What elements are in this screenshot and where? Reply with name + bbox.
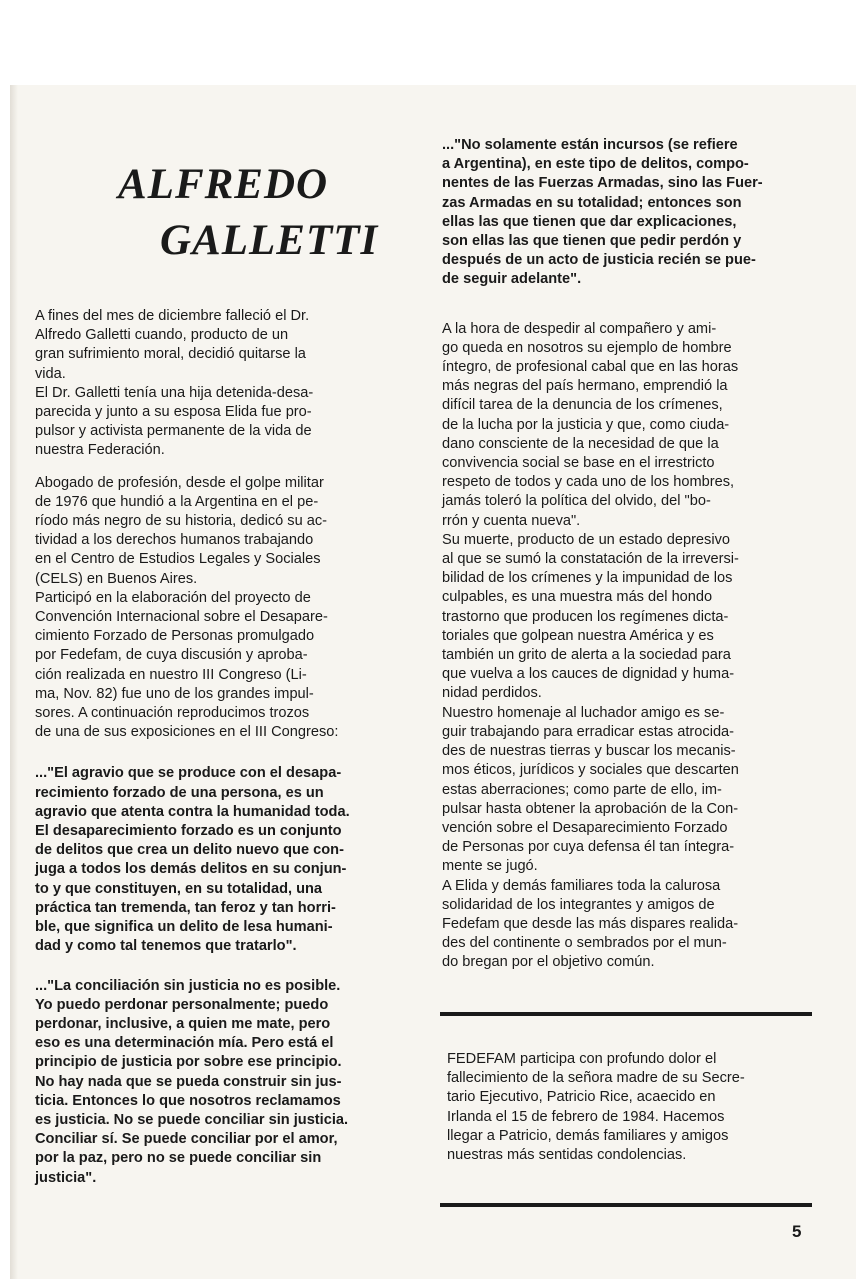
article-title-line-1: ALFREDO [118, 161, 329, 208]
condolence-text: FEDEFAM participa con profundo dolor el fallecimiento de la señora madre de su Secre- tario Ejecutivo, Patricio Rice, acaecido en Irlanda el 15 de febrero de 1984. Hacemos llegar a Patricio, demás familiares y amigos nuestras más sentidas condolencias. [447, 1051, 745, 1164]
article-title-line-2: GALLETTI [160, 217, 379, 264]
left-column [35, 307, 397, 1188]
page-edge [10, 85, 18, 1279]
convention-paragraph: Participó en la elaboración del proyecto de Convención Internacional sobre el Desapare- cimiento Forzado de Personas promulgado por Fedefam, de cuya discusión y aproba- ción realizada en nuestro III Congreso (Li- ma, Nov. 82) fue uno de los grandes impul- sores. A continuación reproducimos trozos de una de sus exposiciones en el III Congreso: [35, 589, 339, 741]
divider-rule-top [440, 1012, 812, 1016]
right-column [442, 136, 804, 973]
death-paragraph: Su muerte, producto de un estado depresivo al que se sumó la constatación de la irreversi- bilidad de los crímenes y la impunidad de los culpables, es una muestra más del hondo trastorno que producen los regímenes dicta- toriales que golpean nuestra América y es también un grito de alerta a la sociedad para que vuelva a los cauces de dignidad y huma- nidad perdidos. [442, 531, 739, 702]
homage-paragraph: Nuestro homenaje al luchador amigo es se- guir trabajando para erradicar estas atrocida- des de nuestras tierras y buscar los mecanis- mos éticos, jurídicos y sociales que descarten estas aberraciones; como parte de ello, im- pulsar hasta obtener la aprobación de la Con- vención sobre el Desaparecimiento Forzado de Personas por cuya defensa él tan íntegra- mente se jugó. [442, 704, 739, 875]
page-number: 5 [792, 1222, 802, 1241]
solidarity-paragraph: A Elida y demás familiares toda la calurosa solidaridad de los integrantes y amigos de Fedefam que desde las más dispares realida- des del continente o sembrados por el mun- do bregan por el objetivo común. [442, 877, 739, 971]
divider-rule-bottom [440, 1203, 812, 1207]
quote-armed-forces: ..."No solamente están incursos (se refiere a Argentina), en este tipo de delitos, compo- nentes de las Fuerzas Armadas, sino las Fuer- zas Armadas en su totalidad; entonces son ellas las que tienen que dar explicaciones, son ellas las que tienen que pedir perdón y después de un acto de justicia recién se pue- de seguir adelante". [442, 137, 763, 288]
quote-forced-disappearance: ..."El agravio que se produce con el desapa- recimiento forzado de una persona, es un agravio que atenta contra la humanidad toda. El desaparecimiento forzado es un conjunto de delitos que crea un delito nuevo que con- juga a todos los demás delitos en su conjun- to y que constituyen, en su totalidad, una práctica tan tremenda, tan feroz y tan horri- ble, que significa un delito de lesa humani- dad y como tal tenemos que tratarlo". [35, 765, 350, 955]
daughter-paragraph: El Dr. Galletti tenía una hija detenida-desa- parecida y junto a su esposa Elida fue pro- pulsor y activista permanente de la vida de nuestra Federación. [35, 384, 314, 459]
intro-paragraph: A fines del mes de diciembre falleció el Dr. Alfredo Galletti cuando, producto de un gran sufrimiento moral, decidió quitarse la vida. [35, 308, 310, 382]
quote-conciliation: ..."La conciliación sin justicia no es posible. Yo puedo perdonar personalmente; puedo perdonar, inclusive, a quien me mate, pero eso es una determinación mía. Pero está el principio de justicia por sobre ese principio. No hay nada que se pueda construir sin jus- ticia. Entonces lo que nosotros reclamamos es justicia. No se puede conciliar sin justicia. Conciliar sí. Se puede conciliar por el amor, por la paz, pero no se puede conciliar sin justicia". [35, 977, 349, 1186]
farewell-paragraph: A la hora de despedir al compañero y ami- go queda en nosotros su ejemplo de hombre íntegro, de profesional cabal que en las horas más negras del país hermano, emprendió la difícil tarea de la denuncia de los crímenes, de la lucha por la justicia y que, como ciuda- dano consciente de la necesidad de que la convivencia social se base en el irrestricto respeto de todos y cada uno de los hombres, jamás toleró la política del olvido, del "bo- rrón y cuenta nueva". [442, 320, 739, 529]
condolence-notice [447, 1050, 809, 1165]
career-paragraph: Abogado de profesión, desde el golpe militar de 1976 que hundió a la Argentina en el pe- ríodo más negro de su historia, dedicó su ac- tividad a los derechos humanos trabajando en el Centro de Estudios Legales y Sociales (CELS) en Buenos Aires. [35, 474, 328, 587]
